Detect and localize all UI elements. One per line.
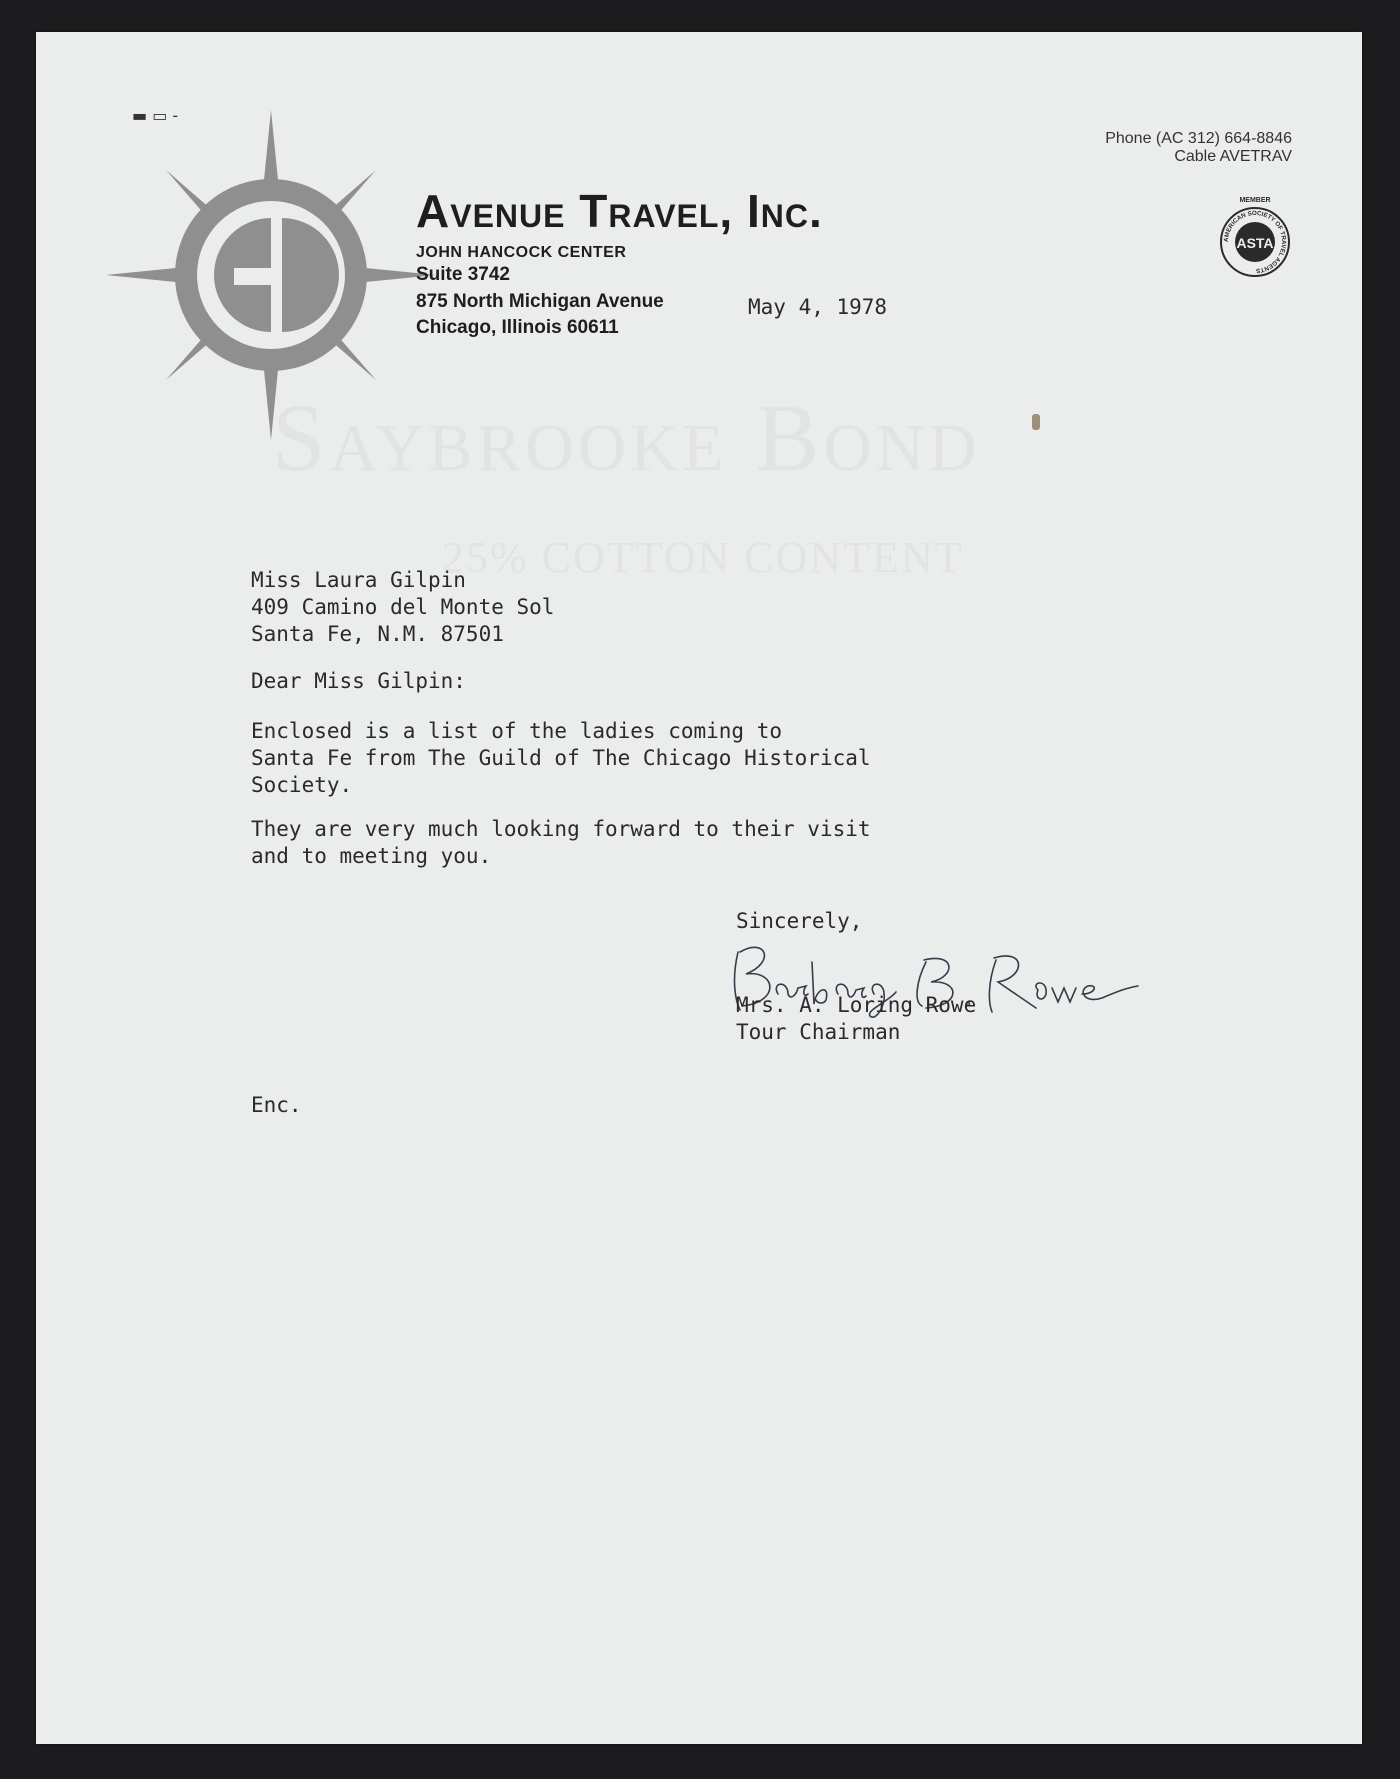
letter-page xyxy=(36,32,1362,1744)
closing: Sincerely, xyxy=(736,909,863,933)
address-building: JOHN HANCOCK CENTER xyxy=(416,244,627,261)
body-paragraph-2 xyxy=(251,816,871,870)
paragraph-line: Society. xyxy=(251,773,353,797)
address-suite: Suite 3742 xyxy=(416,264,510,285)
company-name: Avenue Travel, Inc. xyxy=(416,185,823,237)
paragraph-line: Santa Fe from The Guild of The Chicago Historical xyxy=(251,746,871,770)
asta-member-seal-icon xyxy=(1210,192,1300,278)
watermark-title: Saybrooke Bond xyxy=(272,384,981,491)
contact-block xyxy=(1105,130,1292,166)
svg-text:ASTA: ASTA xyxy=(1236,235,1274,251)
watermark-subtitle: 25% COTTON CONTENT xyxy=(442,533,964,582)
svg-text:AMERICAN SOCIETY OF TRAVEL AGE: AMERICAN SOCIETY OF TRAVEL AGENTS xyxy=(1222,209,1288,275)
address-street: 875 North Michigan Avenue xyxy=(416,291,664,312)
svg-text:MEMBER: MEMBER xyxy=(1239,197,1271,204)
salutation: Dear Miss Gilpin: xyxy=(251,669,466,693)
recipient-street: 409 Camino del Monte Sol xyxy=(251,595,555,619)
address-city: Chicago, Illinois 60611 xyxy=(416,317,619,338)
paragraph-line: Enclosed is a list of the ladies coming to xyxy=(251,719,783,743)
paper-speck xyxy=(1032,414,1040,430)
compass-star-logo-icon xyxy=(106,110,436,440)
recipient-city: Santa Fe, N.M. 87501 xyxy=(251,622,504,646)
signer-name: Mrs. A. Loring Rowe xyxy=(736,993,977,1017)
recipient-name: Miss Laura Gilpin xyxy=(251,568,466,592)
enclosure-notation: Enc. xyxy=(251,1093,302,1117)
recipient-address xyxy=(251,567,554,648)
letter-date: May 4, 1978 xyxy=(748,295,888,319)
signer-block xyxy=(736,992,976,1046)
paper-smudge: ▬ ▭ ‐ xyxy=(132,106,179,125)
paragraph-line: and to meeting you. xyxy=(251,844,492,868)
paragraph-line: They are very much looking forward to their visit xyxy=(251,817,871,841)
body-paragraph-1 xyxy=(251,718,871,799)
cable-address: Cable AVETRAV xyxy=(1174,148,1292,165)
phone-number: Phone (AC 312) 664-8846 xyxy=(1105,130,1292,147)
signer-title: Tour Chairman xyxy=(736,1020,901,1044)
